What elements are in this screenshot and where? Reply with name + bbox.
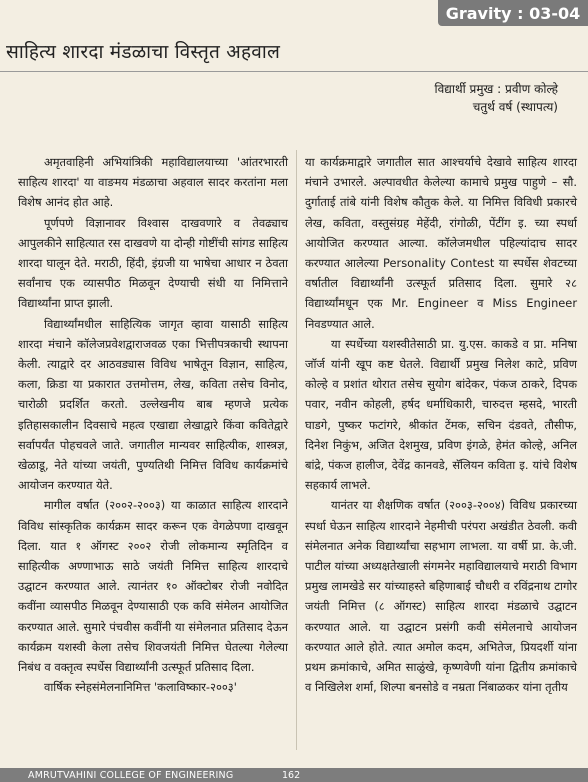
author-block [435, 80, 559, 116]
page-number: 162 [282, 769, 301, 781]
magazine-tab-label: Gravity : 03-04 [445, 3, 581, 23]
paragraph: मागील वर्षात (२००२-२००३) या काळात साहित्य शारदाने विविध सांस्कृतिक कार्यक्रम सादर करून एक वेगळेपणा दाखवून दिला. यात १ ऑगस्ट २००२ रोजी लोकमान्य स्मृतिदिन व साहित्यीक अण्णाभाऊ साठे जयंती निमित्त साहित्य शारदाचे उद्घाटन करण्यात आले. त्यानंतर १० ऑक्टोबर रोजी नवोदित कवींना व्यासपीठ मिळवून देण्यासाठी एक कवि संमेलन आयोजित करण्यात आले. सुमारे पंचवीस कवींनी या संमेलनात प्रतिसाद देऊन कार्यक्रम यशस्वी केला तसेच शिवजयंती निमित्त घेतल्या गेलेल्या निबंध व वक्तृत्व स्पर्धेस विद्यार्थ्यांनी उत्स्फूर्त प्रतिसाद दिला. [18, 498, 288, 675]
page-footer [0, 768, 588, 782]
page-title: साहित्य शारदा मंडळाचा विस्तृत अहवाल [6, 41, 281, 63]
paragraph: पूर्णपणे विज्ञानावर विश्वास दाखवणारे व तेवढ्याच आपुलकीने साहित्यात रस दाखवणे या दोन्ही गोष्टींची सांगड साहित्य शारदा घालून देते. मराठी, हिंदी, इंग्रजी या भाषेचा आधार न ठेवता सर्वांनाच एक व्यासपीठ मिळवून देण्याची संधी या निमित्ताने विद्यार्थ्यांना प्राप्त झाली. [18, 215, 288, 311]
right-column [305, 152, 577, 697]
author-name: विद्यार्थी प्रमुख : प्रवीण कोल्हे [434, 82, 558, 96]
paragraph: वार्षिक स्नेहसंमेलनानिमित्त 'कलाविष्कार-२००३' [44, 680, 237, 695]
magazine-tab [438, 0, 588, 26]
column-divider [296, 150, 297, 750]
title-divider [0, 71, 588, 72]
paragraph: या कार्यक्रमाद्वारे जगातील सात आश्चर्याचे देखावे साहित्य शारदा मंचाने उभारले. अल्पावधीत केलेल्या कामाचे प्रमुख पाहुणे – सौ. दुर्गाताई तांबे यांनी विशेष कौतुक केले. या निमित्त विविधी प्रकारचे लेख, कविता, वस्तुसंग्रह मेहेंदी, रांगोळी, पेंटींग इ. च्या स्पर्धा आयोजित करण्यात आल्या. कॉलेजमधील पहिल्यांदाच सादर करण्यात आलेल्या Personality Contest या स्पर्धेस शेवटच्या वर्षातील विद्यार्थ्यांनी उत्स्फूर्त प्रतिसाद दिला. सुमारे २८ विद्यार्थ्यांमधून एक Mr. Engineer व Miss Engineer निवडण्यात आले. [305, 155, 577, 331]
college-name: AMRUTVAHINI COLLEGE OF ENGINEERING [28, 769, 234, 781]
author-class: चतुर्थ वर्ष (स्थापत्य) [472, 100, 558, 114]
paragraph: यानंतर या शैक्षणिक वर्षात (२००३-२००४) विविध प्रकारच्या स्पर्धा घेऊन साहित्य शारदाने नेहमीची परंपरा अखंडीत ठेवली. कवी संमेलनात अनेक विद्यार्थ्यांचा सहभाग लाभला. या वर्षी प्रा. के.जी. पाटील यांच्या अध्यक्षतेखाली संगमनेर महाविद्यालयाचे मराठी विभाग प्रमुख लामखेडे सर यांच्याहस्ते बहिणाबाई चौधरी व रविंद्रनाथ टागोर जयंती निमित्त (८ ऑगस्ट) साहित्य शारदा मंडळाचे उद्घाटन करण्यात आले. या उद्घाटन प्रसंगी कवी संमेलनाचे आयोजन करण्यात आले होते. त्यात अमोल कदम, अभितेज, प्रियदर्शी यांना प्रथम क्रमांकाचे, अमित साळुंखे, कृष्णवेणी यांना द्वितीय क्रमांकाचे व निखिलेश शर्मा, शिल्पा बनसोडे व नम्रता निंबाळकर यांना तृतीय [305, 498, 577, 695]
paragraph: या स्पर्धेच्या यशस्वीतेसाठी प्रा. यु.एस. काकडे व प्रा. मनिषा जॉर्ज यांनी खूप कष्ट घेतले. विद्यार्थी प्रमुख निलेश काटे, प्रविण कोल्हे व प्रशांत थोरात तसेच सुयोग बांदेकर, पंकज ठाकरे, दिपक पवार, नवीन कोहली, हर्षद धर्माधिकारी, चारुदत्त म्हसदे, भारती घाडगे, पुष्कर फटांगरे, श्रीकांत टेंमक, सचिन दंडवते, तौसीफ, दिनेश निकुंभ, अजित देशमुख, प्रविण इंगळे, हेमंत कोल्हे, अनिल बांद्रे, पंकज हालीज, देवेंद्र कानवडे, सॅलियन कविता इ. यांचे विशेष सहकार्य लाभले. [305, 336, 577, 493]
left-column [18, 152, 288, 697]
paragraph: अमृतवाहिनी अभियांत्रिकी महाविद्यालयाच्या 'आंतरभारती साहित्य शारदा' या वाङमय मंडळाचा अहवाल सादर करतांना मला विशेष आनंद होत आहे. [18, 155, 288, 210]
paragraph: विद्यार्थ्यांमधील साहित्यिक जागृत व्हावा यासाठी साहित्य शारदा मंचाने कॉलेजप्रवेशद्वाराजवळ एका भित्तीपत्रकाची स्थापना केली. त्याद्वारे दर आठवड्यास विविध भाषेतून विज्ञान, साहित्य, कला, क्रिडा या प्रकारात उत्तमोत्तम, लेख, कविता तसेच विनोद, चारोळी प्रदर्शित करतो. उल्लेखनीय बाब म्हणजे प्रत्येक इतिहासकालीन दिवसाचे महत्व एखाद्या लेखाद्वारे किंवा कवितेद्वारे सर्वापर्यंत पोहचवले जाते. जगातील मान्यवर साहित्यीक, शास्त्रज्ञ, खेळाडू, नेते यांच्या जयंती, पुण्यतिथी निमित्त विविध कार्यक्रमांचे आयोजन करण्यात येते. [18, 316, 288, 493]
